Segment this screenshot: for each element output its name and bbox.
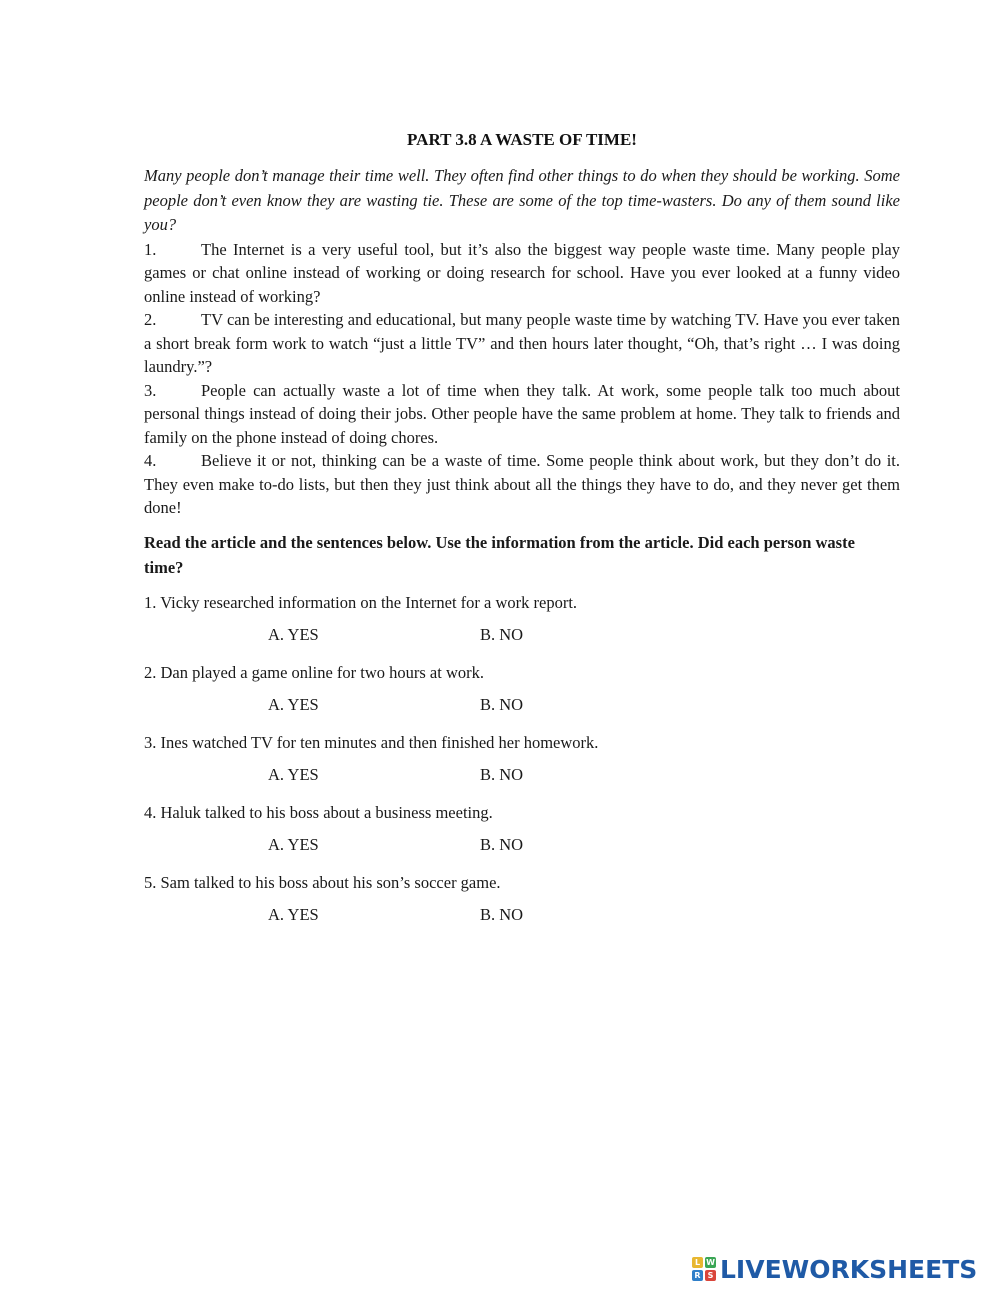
paragraph-text: The Internet is a very useful tool, but it’s also the biggest way people waste time. Many people play games or chat online instead of working or doing research for school. Have you ever looked at a funny video online instead of working? [144, 239, 900, 306]
logo-text: LIVEWORKSHEETS [720, 1254, 978, 1284]
paragraph-number: 3. [144, 380, 157, 400]
answer-options [144, 894, 900, 930]
option-yes[interactable]: A. YES [268, 834, 319, 854]
option-yes[interactable]: A. YES [268, 764, 319, 784]
paragraph-number: 2. [144, 310, 157, 329]
article-paragraph-4 [144, 449, 900, 520]
instruction-text: Read the article and the sentences below. Use the information from the article. Did each person waste time? [144, 532, 855, 577]
article-paragraph-2 [144, 308, 900, 379]
option-no[interactable]: B. NO [480, 624, 524, 644]
article-paragraph-1 [144, 238, 900, 309]
article-paragraph-3 [144, 379, 900, 450]
option-no[interactable]: B. NO [480, 904, 524, 924]
worksheet-page [144, 130, 900, 930]
paragraph-number: 4. [144, 451, 157, 470]
page-title: PART 3.8 A WASTE OF TIME! [407, 130, 637, 149]
logo-square-3: R [692, 1270, 703, 1281]
question-text: 4. Haluk talked to his boss about a business meeting. [144, 802, 493, 822]
question-3 [144, 731, 900, 790]
logo-square-4: S [705, 1270, 716, 1281]
option-yes[interactable]: A. YES [268, 624, 319, 644]
answer-options [144, 684, 900, 720]
question-1 [144, 591, 900, 650]
paragraph-text: People can actually waste a lot of time when they talk. At work, some people talk too much about personal things instead of doing their jobs. Other people have the same problem at home. They talk to friends and family on the phone instead of doing chores. [144, 380, 900, 447]
logo-mark-icon [692, 1257, 716, 1281]
option-no[interactable]: B. NO [480, 694, 524, 714]
answer-options [144, 614, 900, 650]
paragraph-number: 1. [144, 239, 157, 259]
logo-square-1: L [692, 1257, 703, 1268]
option-yes[interactable]: A. YES [268, 694, 319, 714]
question-2 [144, 661, 900, 720]
logo-square-2: W [706, 1258, 715, 1267]
option-no[interactable]: B. NO [480, 764, 524, 784]
answer-options [144, 824, 900, 860]
option-no[interactable]: B. NO [480, 834, 524, 854]
question-text: 2. Dan played a game online for two hours at work. [144, 662, 484, 682]
question-text: 1. Vicky researched information on the Internet for a work report. [144, 592, 578, 612]
paragraph-text: Believe it or not, thinking can be a waste of time. Some people think about work, but they don’t do it. They even make to-do lists, but then they just think about all the things they have to do, and they never get them done! [144, 451, 900, 517]
answer-options [144, 754, 900, 790]
intro-text: Many people don’t manage their time well. They often find other things to do when they should be working. Some people don’t even know they are wasting tie. These are some of the top time-wasters. Do any of them sound like you? [144, 166, 900, 234]
question-text: 5. Sam talked to his boss about his son’s soccer game. [144, 872, 501, 892]
question-text: 3. Ines watched TV for ten minutes and then finished her homework. [144, 732, 599, 752]
option-yes[interactable]: A. YES [268, 904, 319, 924]
question-5 [144, 871, 900, 930]
paragraph-text: TV can be interesting and educational, but many people waste time by watching TV. Have you ever taken a short break form work to watch “just a little TV” and then hours later thought, “Oh, that’s right … I was doing laundry.”? [144, 310, 900, 376]
question-4 [144, 801, 900, 860]
liveworksheets-logo [692, 1254, 977, 1284]
